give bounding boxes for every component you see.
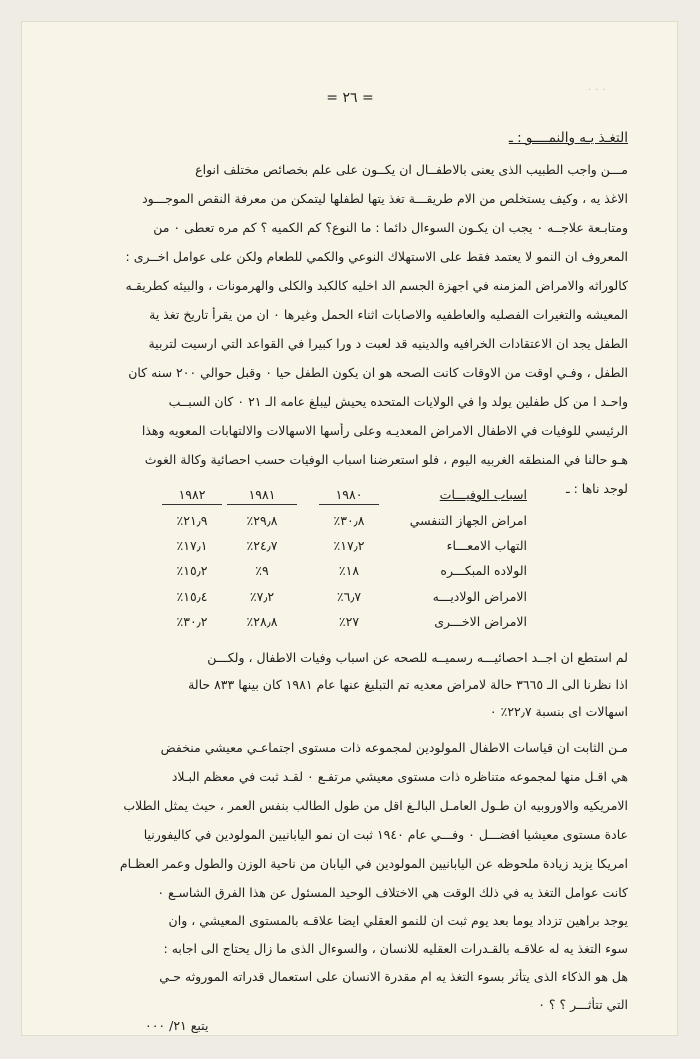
table-row — [175, 614, 527, 636]
value-1982: ٢١٫٩٪ — [176, 513, 208, 528]
body-line: اسهالات اى بنسبة ٢٢٫٧٪ ٠ — [489, 704, 628, 719]
body-line: يوجد براهين تزداد يوما بعد يوم ثبت ان للنمو العقلي ايضا علاقـه بالمستوى المعيشي ، وان — [168, 913, 628, 928]
body-line: عادة مستوى معيشيا افضـــل ٠ وفـــي عام ١٩٤٠ ثبت ان نمو اليابانيين المولودين في كاليفورنيا — [143, 827, 628, 842]
body-line: التي تتأثـــر ؟ ؟ ٠ — [538, 997, 628, 1012]
header-1980: ١٩٨٠ — [319, 487, 379, 505]
table-row — [175, 538, 527, 560]
value-1982: ١٥٫٢٪ — [176, 563, 208, 578]
body-line: لوجد ناها : ـ — [565, 481, 628, 496]
body-line: هـو حالنا في المنطقه الغربيه اليوم ، فلو استعرضنا اسباب الوفيات حسب احصائية وكالة الغوث — [144, 452, 628, 467]
value-1981: ٩٪ — [255, 563, 269, 578]
body-line: مـــن واجب الطبيب الذى يعنى بالاطفــال ان يكــون على علم بخصائص مختلف انواع — [195, 162, 628, 177]
row-label: الامراض الاخـــرى — [434, 614, 527, 629]
body-line: المعيشه والتغيرات الفصليه والعاطفيه والاصابات اثناء الحمل وغيرها ٠ ان من يقرأ تاريخ تغذ ية — [149, 307, 628, 322]
body-line: الطفل يجد ان الاعتقادات الخرافيه والدينيه قد لعبت د ورا كبيرا في القواعد التي ارسيت لتربية — [148, 336, 628, 351]
table-row — [175, 589, 527, 611]
continued-note: يتبع ٢١/ ٠٠٠ — [145, 1018, 209, 1033]
section-title: التغـذ يـه والنمــــو : ـ — [508, 130, 628, 146]
value-1981: ٢٩٫٨٪ — [246, 513, 278, 528]
page-number: = ٢٦ = — [326, 90, 374, 106]
body-line: الطفل ، وفـي اوقت من الاوقات كانت الصحه هو ان يكون الطفل حيا ٠ وقبل حوالي ٢٠٠ سنه كان — [128, 365, 628, 380]
header-cause: اسباب الوفيـــات — [439, 487, 527, 502]
header-1982: ١٩٨٢ — [162, 487, 222, 505]
value-1982: ٣٠٫٢٪ — [176, 614, 208, 629]
row-label: التهاب الامعـــاء — [446, 538, 527, 553]
value-1981: ٢٨٫٨٪ — [246, 614, 278, 629]
value-1980: ٣٠٫٨٪ — [333, 513, 365, 528]
value-1980: ١٧٫٢٪ — [333, 538, 365, 553]
body-line: الرئيسي للوفيات في الاطفال الامراض المعديـه وعلى رأسها الاسهالات والالتهابات المعويه وهذا — [141, 423, 628, 438]
body-line: سوء التغذ يه له علاقـه بالقـدرات العقليه للانسان ، والسوءال الذى ما زال يحتاج الى اجابه : — [163, 941, 628, 956]
row-label: الولاده المبكـــره — [440, 563, 527, 578]
body-line: كانت عوامل التغذ يه في ذلك الوقت هي الاختلاف الوحيد المسئول عن هذا الفرق الشاسـع ٠ — [157, 885, 628, 900]
value-1981: ٢٤٫٧٪ — [246, 538, 278, 553]
body-line: الامريكيه والاوروبيه ان طـول العامـل البالـغ اقل من طول الطالب بنفس العمر ، حيث يمثل الطلاب — [123, 798, 628, 813]
value-1980: ٦٫٧٪ — [336, 589, 362, 604]
body-line: اذا نظرنا الى الـ ٣٦٦٥ حالة لامراض معديه تم التبليغ عنها عام ١٩٨١ كان بينها ٨٣٣ حالة — [188, 677, 628, 692]
body-line: امريكا يزيد زيادة ملحوظه عن اليابانيين المولودين في اليابان من ناحية الوزن والطول وعمر العظـام — [119, 856, 628, 871]
table-header — [175, 487, 527, 509]
value-1982: ١٧٫١٪ — [176, 538, 208, 553]
body-line: الاغذ يه ، وكيف يستخلص من الام طريقـــة تغذ يتها لطفلها ليتمكن من معرفة النقص الموجـــود — [142, 191, 628, 206]
body-line: ومتابـعة علاجــه ٠ يجب ان يكـون السوءال دائما : ما النوع؟ كم الكميه ؟ كم مره تعطى ٠ من — [153, 220, 628, 235]
corner-marks: ... — [588, 82, 610, 93]
body-line: المعروف ان النمو لا يعتمد فقط على الاستهلاك النوعي والكمي للطعام ولكن على عوامل اخــرى : — [125, 249, 628, 264]
body-line: مـن الثابت ان قياسات الاطفال المولودين لمجموعه ذات مستوى اجتماعـي معيشي منخفض — [160, 740, 628, 755]
body-line: هل هو الذكاء الذى يتأثر بسوء التغذ يه ام مقدرة الانسان على استعمال قدراته الموروثه حـي — [159, 969, 628, 984]
body-line: هي اقـل منها لمجموعه متناظره ذات مستوى معيشي مرتفـع ٠ لقـد ثبت في معظم البـلاد — [171, 769, 628, 784]
header-1981: ١٩٨١ — [227, 487, 297, 505]
table-row — [175, 513, 527, 535]
row-label: امراض الجهاز التنفسي — [409, 513, 527, 528]
body-line: لم استطع ان اجــد احصائيـــه رسميــه للصحه عن اسباب وفيات الاطفال ، ولكـــن — [207, 650, 628, 665]
body-line: واحـد ا من كل طفلين يولد وا في الولايات المتحده يحيش ليبلغ عامه الـ ٢١ ٠ كان السبــب — [168, 394, 628, 409]
value-1982: ١٥٫٤٪ — [176, 589, 208, 604]
table-row — [175, 563, 527, 585]
row-label: الامراض الولاديـــه — [432, 589, 527, 604]
body-line: كالوراثه والامراض المزمنه في اجهزة الجسم الد اخليه كالكبد والكلى والهرمونات ، والبيئه كطريقـه — [125, 278, 628, 293]
value-1981: ٧٫٢٪ — [249, 589, 275, 604]
value-1980: ١٨٪ — [338, 563, 360, 578]
value-1980: ٢٧٪ — [338, 614, 360, 629]
